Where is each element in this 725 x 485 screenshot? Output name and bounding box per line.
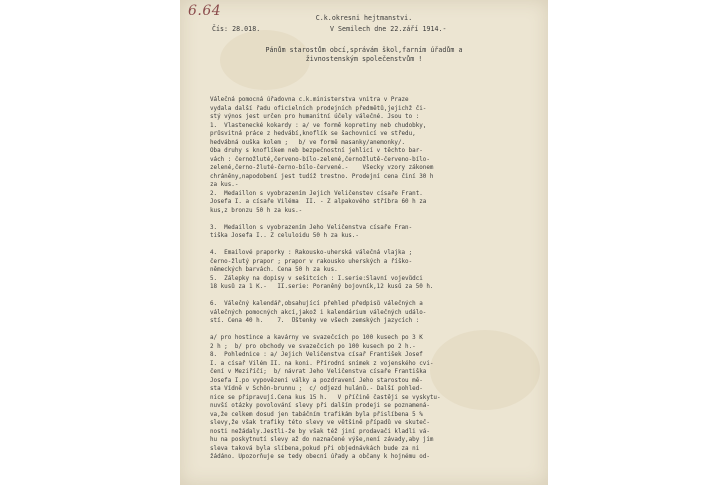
addressee-line-1: Pánům starostům obcí,správám škol,farním úřadům a	[265, 46, 463, 54]
body-line: 5. Zálepky na dopisy v sešitcích : I.serie:Slavní vojevůdci	[210, 275, 423, 282]
body-line	[210, 241, 540, 250]
body-line: 1. Vlastenecké kokardy : a/ ve formě kopretiny neb chudobky,	[210, 122, 427, 129]
body-line: válečných pomocných akcí,jakož i kalendárium válečných událo-	[210, 309, 427, 316]
body-line: vách : černožluté,červeno-bílo-zelené,černožlutě-červeno-bílo-	[210, 156, 430, 163]
body-line: va,že celkem dosud jen tabáčním trafikám byla přislíbena 5 %	[210, 411, 423, 418]
body-line: 8. Pohlednice : a/ Jejich Veličenstva císař František Josef	[210, 352, 423, 358]
body-line: chráněny,napodobení jest tudíž trestno. Prodejní cena činí 30 h	[210, 173, 434, 180]
body-line: nice se připravují.Cena kus 15 h. V příčině častěji se vyskytu-	[210, 394, 441, 401]
body-line: Josefa I. a císaře Viléma II. - Z alpakového stříbra 60 h za	[210, 199, 427, 205]
body-line: černo-žlutý prapor ; prapor v rakousko uherských a říško-	[210, 258, 413, 265]
addressee-line-2: živnostenským společenstvům !	[305, 55, 423, 63]
reference-number: Čís: 28.018.	[212, 25, 261, 33]
body-line: německých barvách. Cena 50 h za kus.	[210, 267, 338, 273]
body-line	[210, 326, 540, 335]
body-line: průsvitná práce z hedvábí,knoflík se šachovnicí ve středu,	[210, 131, 416, 137]
body-line: zelené,černo-žluté-černo-bílo-červené.- Všecky vzory zákonem	[210, 165, 434, 171]
body-line: 4. Emailové praporky : Rakousko-uherská válečná vlajka ;	[210, 250, 413, 256]
body-line: I. a císař Vilém II. na koni. Přírodní snímek z vojenského cvi-	[210, 360, 434, 367]
body-line	[210, 292, 540, 301]
body-line: sta Vídně v Schön-brunnu ; c/ odjezd hulánů.- Další pohled-	[210, 386, 423, 392]
body-line: nuvší otázky povolování slevy při dalším prodeji se poznamená-	[210, 403, 430, 409]
body-line: 18 kusů za 1 K.- II.serie: Poraněný bojovník,12 kusů za 50 h.	[210, 284, 434, 290]
body-line: za kus.-	[210, 182, 239, 188]
body-line: stý výnos jest určen pro humanitní účely válečné. Jsou to :	[210, 114, 420, 120]
handwritten-annotation: 6.64	[188, 3, 222, 19]
body-line: 2 h ; b/ pro obchody ve svazečcích po 100 kusech po 2 h.-	[210, 343, 416, 350]
body-line: tiška Josefa I.. Z celuloidu 50 h za kus.-	[210, 233, 359, 239]
body-line: 3. Medaillon s vyobrazením Jeho Veličenstva císaře Fran-	[210, 224, 413, 231]
body-line: 2. Medaillon s vyobrazením Jejich Veličenstev císaře Frant.	[210, 190, 423, 197]
body-line: stí. Cena 40 h. 7. Ůštenky ve všech zemských jazycích :	[210, 318, 420, 324]
body-line	[210, 215, 540, 224]
place-date: V Semilech dne 22.září 1914.-	[330, 25, 447, 33]
document-page	[180, 0, 548, 485]
body-line: Josefa I.po vypovězení války a pozdravení Jeho starostou mě-	[210, 377, 423, 384]
body-line: a/ pro hostince a kavárny ve svazečcích po 100 kusech po 3 K	[210, 335, 423, 341]
body-line: Válečná pomocná úřadovna c.k.ministerstva vnitra v Praze	[210, 97, 409, 103]
body-line: slevy,že však trafiky této slevy ve většině případů ve skuteč-	[210, 420, 430, 426]
document-body	[210, 96, 540, 462]
body-line: čení v Meziříčí; b/ návrat Jeho Veličenstva císaře Františka	[210, 369, 427, 375]
body-line: sleva taková byla slíbena,pokud při objednávkách bude za ni	[210, 445, 420, 452]
office-name: C.k.okresni hejtmanstvi.	[315, 14, 413, 22]
body-line: Oba druhy s knoflíkem neb bezpečnostní jehlicí v těchto bar-	[210, 148, 423, 154]
body-line: hu na poskytnutí slevy až do naznačené výše,není závady,aby jim	[210, 437, 434, 443]
body-line: kus,z bronzu 50 h za kus.-	[210, 207, 303, 214]
body-line: 6. Válečný kalendář,obsahující přehled předpisů válečných a	[210, 301, 423, 307]
body-line: vydala další řadu oficielních prodejních předmětů,jejichž či-	[210, 105, 427, 112]
body-line: hedvábná ouška kolem ; b/ ve formě masanky/anemonky/.	[210, 139, 406, 146]
body-line: nosti nežádaly.Jestli-že by však též jiní prodavači kladli vá-	[210, 428, 430, 435]
body-line: žádáno. Upozorňuje se tedy obecní úřady a občany k hojnému od-	[210, 454, 430, 460]
